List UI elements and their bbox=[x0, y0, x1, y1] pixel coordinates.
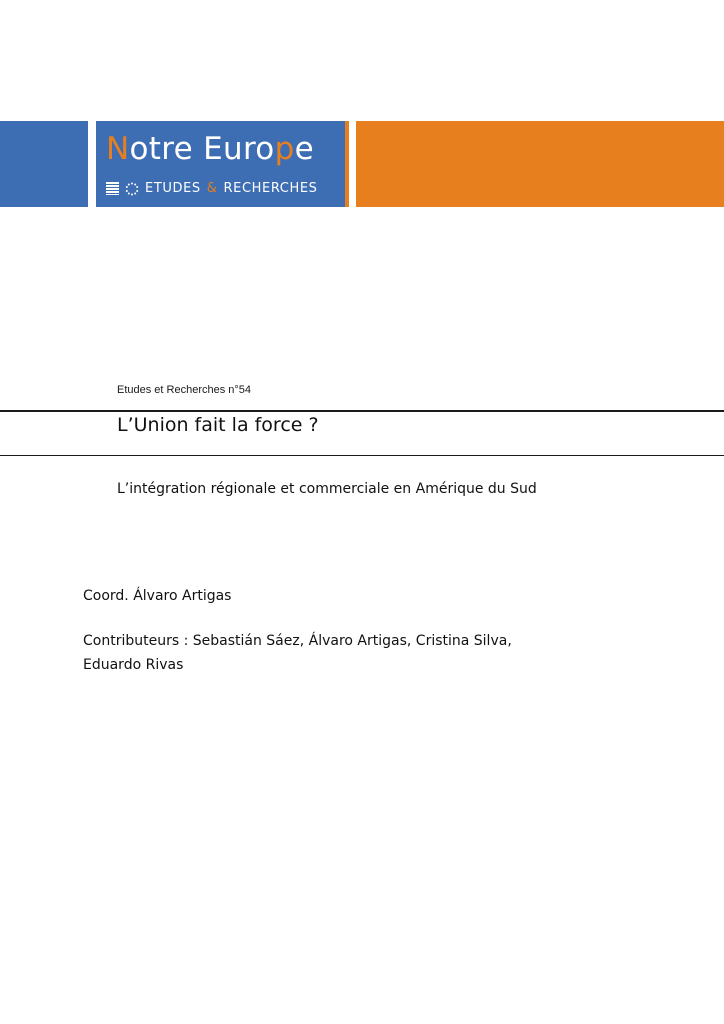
document-title: L’Union fait la force ? bbox=[117, 414, 319, 436]
logo-title-n: N bbox=[106, 131, 130, 167]
logo-sub-amp: & bbox=[206, 181, 218, 196]
contributors-line-1: Contributeurs : Sebastián Sáez, Álvaro Artigas, Cristina Silva, bbox=[83, 633, 512, 649]
coordinator: Coord. Álvaro Artigas bbox=[83, 588, 232, 604]
header-band-gap bbox=[88, 121, 96, 207]
header-band-left bbox=[0, 121, 88, 207]
notre-europe-logo bbox=[96, 121, 345, 207]
logo-sub-etudes: ETUDES bbox=[145, 181, 201, 196]
contributors bbox=[83, 629, 643, 677]
document-subtitle: L’intégration régionale et commerciale en Amérique du Sud bbox=[117, 481, 537, 497]
logo-title-p: p bbox=[274, 131, 295, 167]
logo-title-end: e bbox=[294, 131, 314, 167]
contributors-line-2: Eduardo Rivas bbox=[83, 657, 184, 673]
logo-title bbox=[106, 131, 314, 167]
book-icon bbox=[106, 182, 119, 195]
title-rule-top bbox=[0, 410, 724, 412]
logo-title-mid: otre Euro bbox=[129, 131, 275, 167]
header-band-orange bbox=[356, 121, 724, 207]
logo-subtitle bbox=[106, 181, 318, 196]
eu-stars-icon bbox=[125, 182, 139, 196]
series-label: Etudes et Recherches n°54 bbox=[117, 384, 252, 396]
header-band-gap-2 bbox=[349, 121, 356, 207]
logo-sub-recherches: RECHERCHES bbox=[223, 181, 318, 196]
title-rule-bottom bbox=[0, 455, 724, 456]
